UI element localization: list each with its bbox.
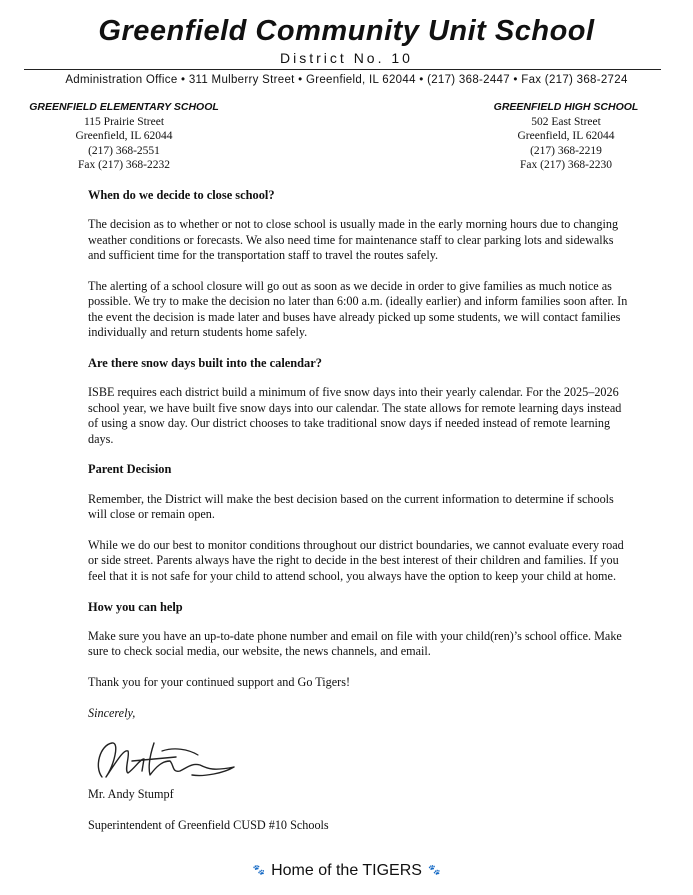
elementary-school-street: 115 Prairie Street [83,115,165,128]
high-school-name: GREENFIELD HIGH SCHOOL [493,101,639,113]
elementary-school-fax: Fax (217) 368-2232 [78,159,170,171]
elementary-school-phone: (217) 368-2551 [88,144,160,157]
high-school-phone: (217) 368-2219 [530,144,602,157]
section-heading-parent-decision: Parent Decision [88,462,172,477]
high-school-city: Greenfield, IL 62044 [517,130,615,142]
elementary-school-block [24,100,224,173]
district-subtitle: District No. 10 [280,50,413,66]
paragraph: Make sure you have an up-to-date phone number and email on file with your child(ren)’s school office. Make sure to check social media, our website, the news channels, and email. [88,629,622,659]
paragraph: The alerting of a school closure will go out as soon as we decide in order to give families as much notice as possible. We try to make the decision no later than 6:00 a.m. (ideally earlier) and inform families soon after. In the event the decision is made later and buses have already picked up some students, we will contact families individually and return students home safely. [88,279,628,340]
high-school-fax: Fax (217) 368-2230 [520,159,612,171]
section-heading-snow-days: Are there snow days built into the calendar? [88,356,322,371]
letter-body [88,188,628,848]
footer-motto: Home of the TIGERS [271,862,422,880]
district-title: Greenfield Community Unit School [98,15,595,47]
admin-office-line: Administration Office • 311 Mulberry Street • Greenfield, IL 62044 • (217) 368-2447 • Fax (217) 368-2724 [65,74,628,86]
header-divider [24,69,661,70]
elementary-school-name: GREENFIELD ELEMENTARY SCHOOL [29,101,219,113]
elementary-school-city: Greenfield, IL 62044 [75,130,173,142]
high-school-street: 502 East Street [531,115,601,128]
paragraph: Thank you for your continued support and Go Tigers! [88,675,351,690]
valediction: Sincerely, [88,706,136,721]
footer [0,860,693,882]
paw-print-icon: 🐾 [427,865,441,876]
section-heading-closing-decision: When do we decide to close school? [88,188,275,202]
signature-image [84,737,244,783]
signer-title: Superintendent of Greenfield CUSD #10 Schools [88,817,329,832]
paw-print-icon: 🐾 [252,865,266,876]
section-heading-how-you-can-help: How you can help [88,599,183,614]
paragraph: While we do our best to monitor conditions throughout our district boundaries, we cannot evaluate every road or side street. Parents always have the right to decide in the best interest of their children and families. If you feel that it is not safe for your child to attend school, you always have the option to keep your child at home. [88,538,624,583]
paragraph: ISBE requires each district build a minimum of five snow days into their yearly calendar. For the 2025–2026 school year, we have built five snow days into our calendar. The state allows for remote learning days instead of using a snow day. Our district chooses to take traditional snow days if needed instead of remote learning days. [88,385,622,446]
signer-name: Mr. Andy Stumpf [88,786,174,801]
paragraph: The decision as to whether or not to close school is usually made in the early morning hours due to changing weather conditions or forecasts. We also need time for maintenance staff to clear parking lots and sidewalks and sufficient time for the transportation staff to travel the routes safely. [88,217,619,263]
paragraph: Remember, the District will make the best decision based on the current information to determine if schools will close or remain open. [88,491,614,522]
high-school-block [486,100,646,173]
